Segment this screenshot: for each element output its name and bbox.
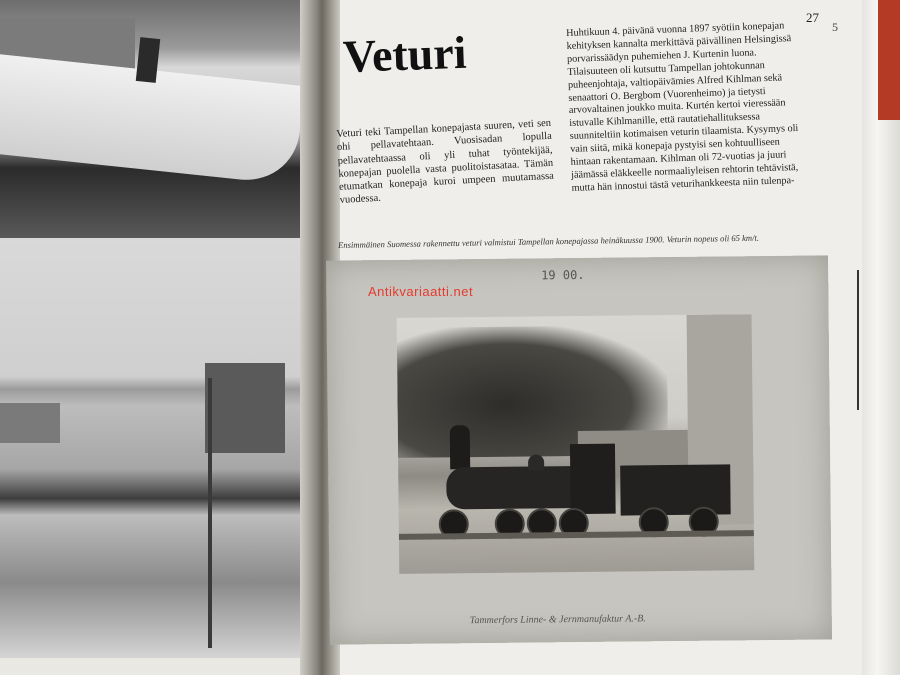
body-text-column: Huhtikuun 4. päivänä vuonna 1897 syötiin konepajan kehityksen kannalta merkittävä päivällinen Helsingissä porvarissäädyn puhemiehen J. Kurtenin luona. Tilaisuuteen oli kutsuttu Tampellan johtokunnan puheenjohtaja, valtiopäivämies Alfred Kihlman sekä senaattori O. Bergbom (Vuorenheimo) ja tietysti arvovaltainen joukko muita. Kurtén kertoi vieressään istuvalle Kihlmanille, että rautatiehallituksessa suunniteltiin kotimaisen veturin tilaamista. Kysymys oli vain siitä, mikä konepaja pystyisi sen kohtuulliseen hintaan rakentamaan. Kihlman oli 72-vuotias ja juuri jäämässä eläkkeelle normaaliyleisen rehtorin tehtävistä, mutta hän innostui tästä veturihankkeesta niin tulenpa- [566,20,799,194]
locomotive-photo [397,314,755,574]
locomotive-tender [620,464,731,515]
harbor-pole [208,378,212,648]
locomotive-boiler [446,466,586,509]
photo-caption: Ensimmäinen Suomessa rakennettu veturi valmistui Tampellan konepajassa heinäkuussa 1900. Veturin nopeus oli 65 km/t. [338,232,760,250]
red-binder [878,0,900,120]
mounted-locomotive-photo [326,255,832,644]
lede-paragraph: Veturi teki Tampellan konepajasta suuren, veti sen ohi pellavatehtaan. Vuosisadan lopulla pellavatehtaassa oli yli tuhat työntekijää, konepajan puolella vasta puolitoistasataa. Tämän etumatkan konepaja kuroi umpeen muutamassa vuodessa. [336,117,555,207]
margin-rule [857,270,859,410]
page-title: Veturi [342,26,468,82]
harbor-building [205,363,285,453]
corner-mark: 5 [832,20,838,34]
page-number: 27 [806,10,819,25]
left-page [0,0,318,675]
photo-signature: Tammerfors Linne- & Jernmanufaktur A.-B. [469,613,646,627]
locomotive-chimney [450,425,470,469]
photo-date: 19 00. [541,267,585,283]
harbor-kiosk [0,403,60,443]
locomotive-cab [570,444,616,514]
watermark-text: Antikvariaatti.net [368,284,474,299]
harbor-photo [0,238,300,658]
steamboat-photo [0,0,300,240]
locomotive-dome [528,454,544,470]
